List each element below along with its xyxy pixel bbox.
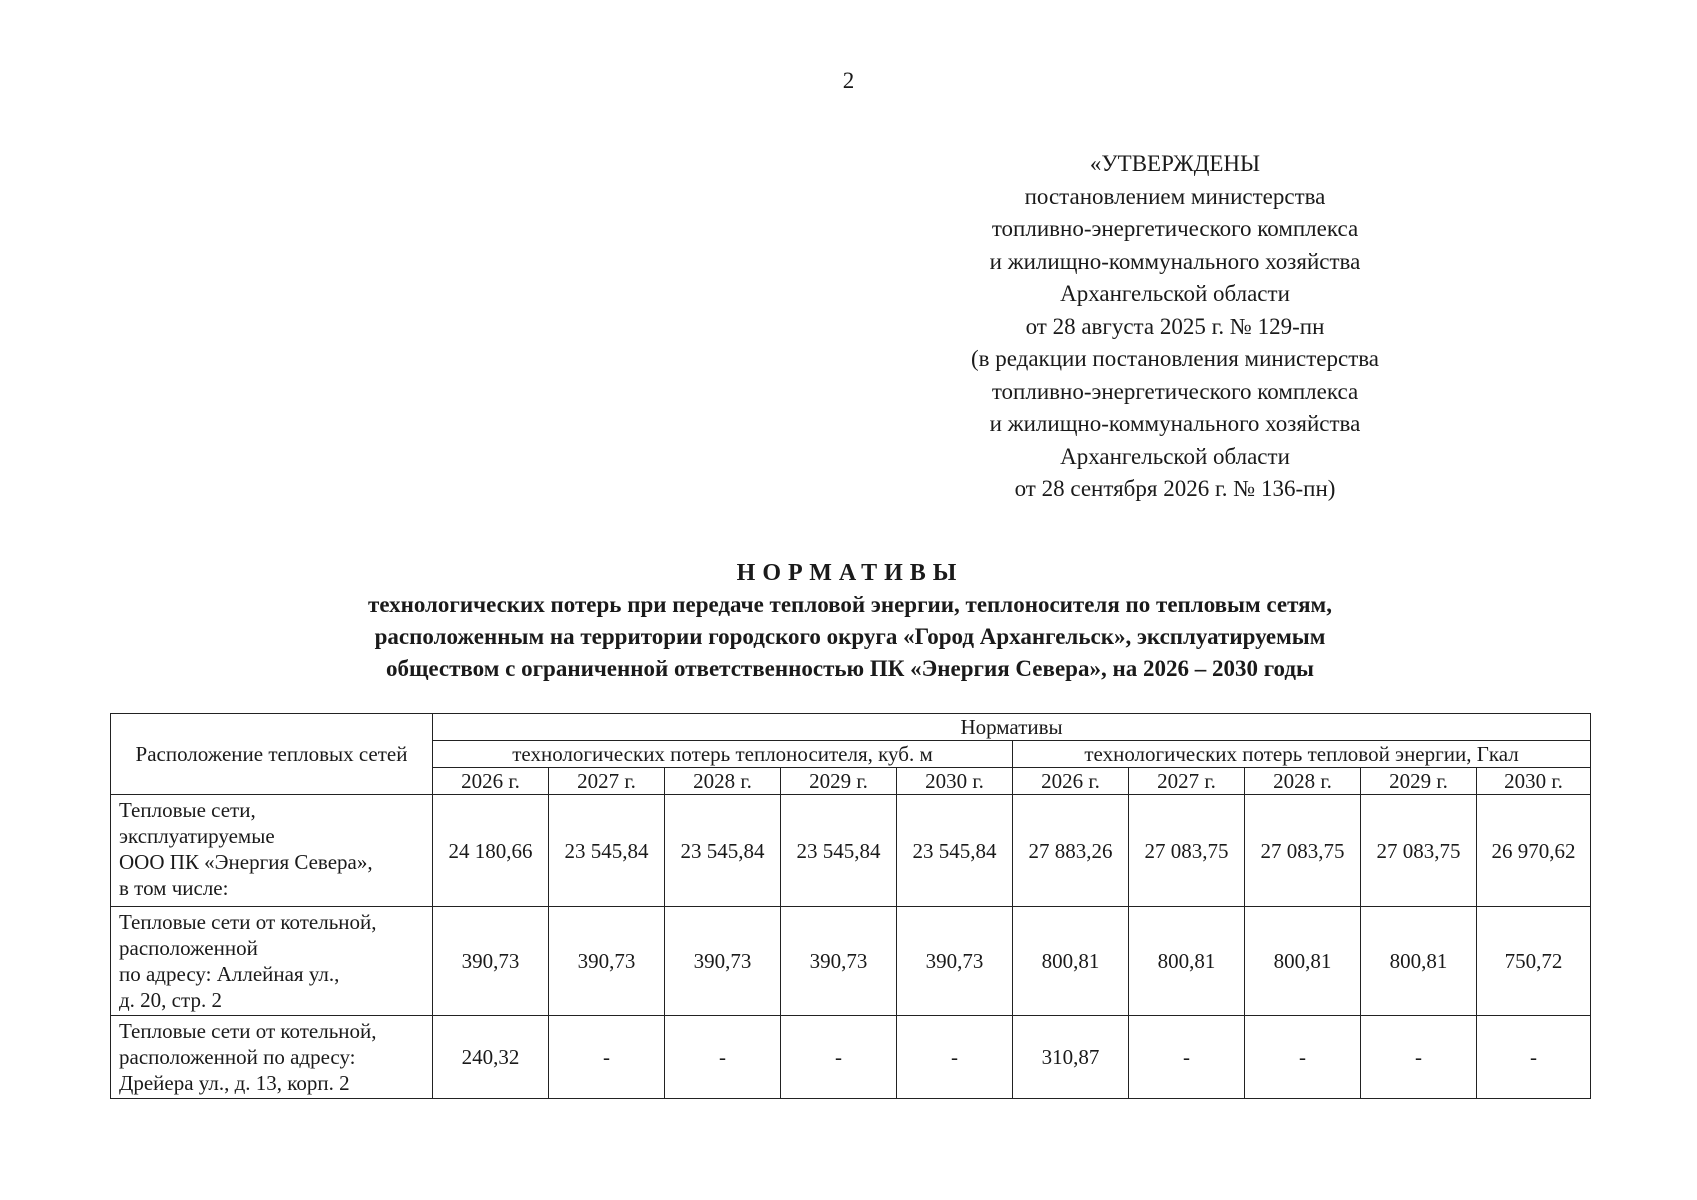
- value-cell: 800,81: [1129, 907, 1245, 1016]
- year-header: 2029 г.: [1361, 768, 1477, 795]
- value-cell: 23 545,84: [665, 795, 781, 907]
- title-line: обществом с ограниченной ответственностью ПК «Энергия Севера», на 2026 – 2030 годы: [385, 656, 1314, 681]
- approval-stamp-block: [955, 148, 1395, 506]
- value-cell: 27 083,75: [1361, 795, 1477, 907]
- table-row: [111, 1016, 1591, 1099]
- year-header: 2026 г.: [433, 768, 549, 795]
- table-row: [111, 907, 1591, 1016]
- title-line: расположенным на территории городского округа «Город Архангельск», эксплуатируемым: [374, 624, 1326, 649]
- approval-line: «УТВЕРЖДЕНЫ: [1089, 151, 1261, 176]
- value-cell: -: [1477, 1016, 1591, 1099]
- location-cell: [111, 1016, 433, 1099]
- year-header: 2027 г.: [1129, 768, 1245, 795]
- document-title: [180, 557, 1520, 685]
- year-header: 2027 г.: [549, 768, 665, 795]
- value-cell: 390,73: [897, 907, 1013, 1016]
- value-cell: -: [1361, 1016, 1477, 1099]
- year-header: 2028 г.: [665, 768, 781, 795]
- title-heading: НОРМАТИВЫ: [736, 560, 964, 586]
- year-header: 2030 г.: [1477, 768, 1591, 795]
- value-cell: -: [549, 1016, 665, 1099]
- value-cell: 750,72: [1477, 907, 1591, 1016]
- group-header-coolant: технологических потерь теплоносителя, куб. м: [433, 741, 1013, 768]
- value-cell: -: [897, 1016, 1013, 1099]
- approval-line: топливно-энергетического комплекса: [991, 216, 1359, 241]
- value-cell: 390,73: [781, 907, 897, 1016]
- approval-line: от 28 августа 2025 г. № 129-пн: [1025, 313, 1325, 339]
- value-cell: -: [665, 1016, 781, 1099]
- year-header: 2029 г.: [781, 768, 897, 795]
- value-cell: 27 883,26: [1013, 795, 1129, 907]
- value-cell: 23 545,84: [897, 795, 1013, 907]
- value-cell: 240,32: [433, 1016, 549, 1099]
- value-cell: 800,81: [1013, 907, 1129, 1016]
- location-header: Расположение тепловых сетей: [111, 714, 433, 795]
- location-line: д. 20, стр. 2: [119, 988, 222, 1012]
- location-line: в том числе:: [119, 876, 229, 900]
- value-cell: 24 180,66: [433, 795, 549, 907]
- value-cell: 23 545,84: [549, 795, 665, 907]
- approval-line: от 28 сентября 2026 г. № 136-пн): [1014, 476, 1336, 501]
- value-cell: 26 970,62: [1477, 795, 1591, 907]
- approval-line: и жилищно-коммунального хозяйства: [989, 411, 1361, 436]
- value-cell: -: [1245, 1016, 1361, 1099]
- value-cell: 390,73: [665, 907, 781, 1016]
- location-cell: [111, 907, 433, 1016]
- year-header: 2030 г.: [897, 768, 1013, 795]
- norms-header: Нормативы: [433, 714, 1591, 741]
- value-cell: 310,87: [1013, 1016, 1129, 1099]
- value-cell: 800,81: [1361, 907, 1477, 1016]
- group-header-heat: технологических потерь тепловой энергии, Гкал: [1013, 741, 1591, 768]
- value-cell: -: [781, 1016, 897, 1099]
- year-header: 2028 г.: [1245, 768, 1361, 795]
- approval-line: постановлением министерства: [1024, 183, 1326, 209]
- location-line: расположенной по адресу:: [119, 1045, 356, 1069]
- location-cell: [111, 795, 433, 907]
- approval-line: Архангельской области: [1060, 281, 1290, 306]
- approval-line: и жилищно-коммунального хозяйства: [989, 248, 1361, 274]
- norms-table: [110, 713, 1591, 1099]
- value-cell: 23 545,84: [781, 795, 897, 907]
- value-cell: 390,73: [433, 907, 549, 1016]
- approval-line: Архангельской области: [1060, 443, 1290, 469]
- location-line: расположенной: [119, 936, 258, 960]
- value-cell: -: [1129, 1016, 1245, 1099]
- approval-line: (в редакции постановления министерства: [970, 346, 1380, 371]
- value-cell: 800,81: [1245, 907, 1361, 1016]
- location-line: по адресу: Аллейная ул.,: [119, 962, 340, 986]
- location-line: Тепловые сети от котельной,: [119, 910, 377, 934]
- location-line: ООО ПК «Энергия Севера»,: [119, 850, 373, 874]
- location-line: Тепловые сети,: [119, 798, 256, 822]
- page-number: 2: [842, 68, 855, 93]
- value-cell: 27 083,75: [1129, 795, 1245, 907]
- table-row: [111, 795, 1591, 907]
- year-header: 2026 г.: [1013, 768, 1129, 795]
- title-line: технологических потерь при передаче тепловой энергии, теплоносителя по тепловым сетям,: [368, 592, 1332, 617]
- location-line: эксплуатируемые: [119, 824, 275, 848]
- value-cell: 390,73: [549, 907, 665, 1016]
- location-line: Дрейера ул., д. 13, корп. 2: [119, 1071, 350, 1095]
- location-line: Тепловые сети от котельной,: [119, 1019, 377, 1043]
- approval-line: топливно-энергетического комплекса: [991, 378, 1359, 404]
- value-cell: 27 083,75: [1245, 795, 1361, 907]
